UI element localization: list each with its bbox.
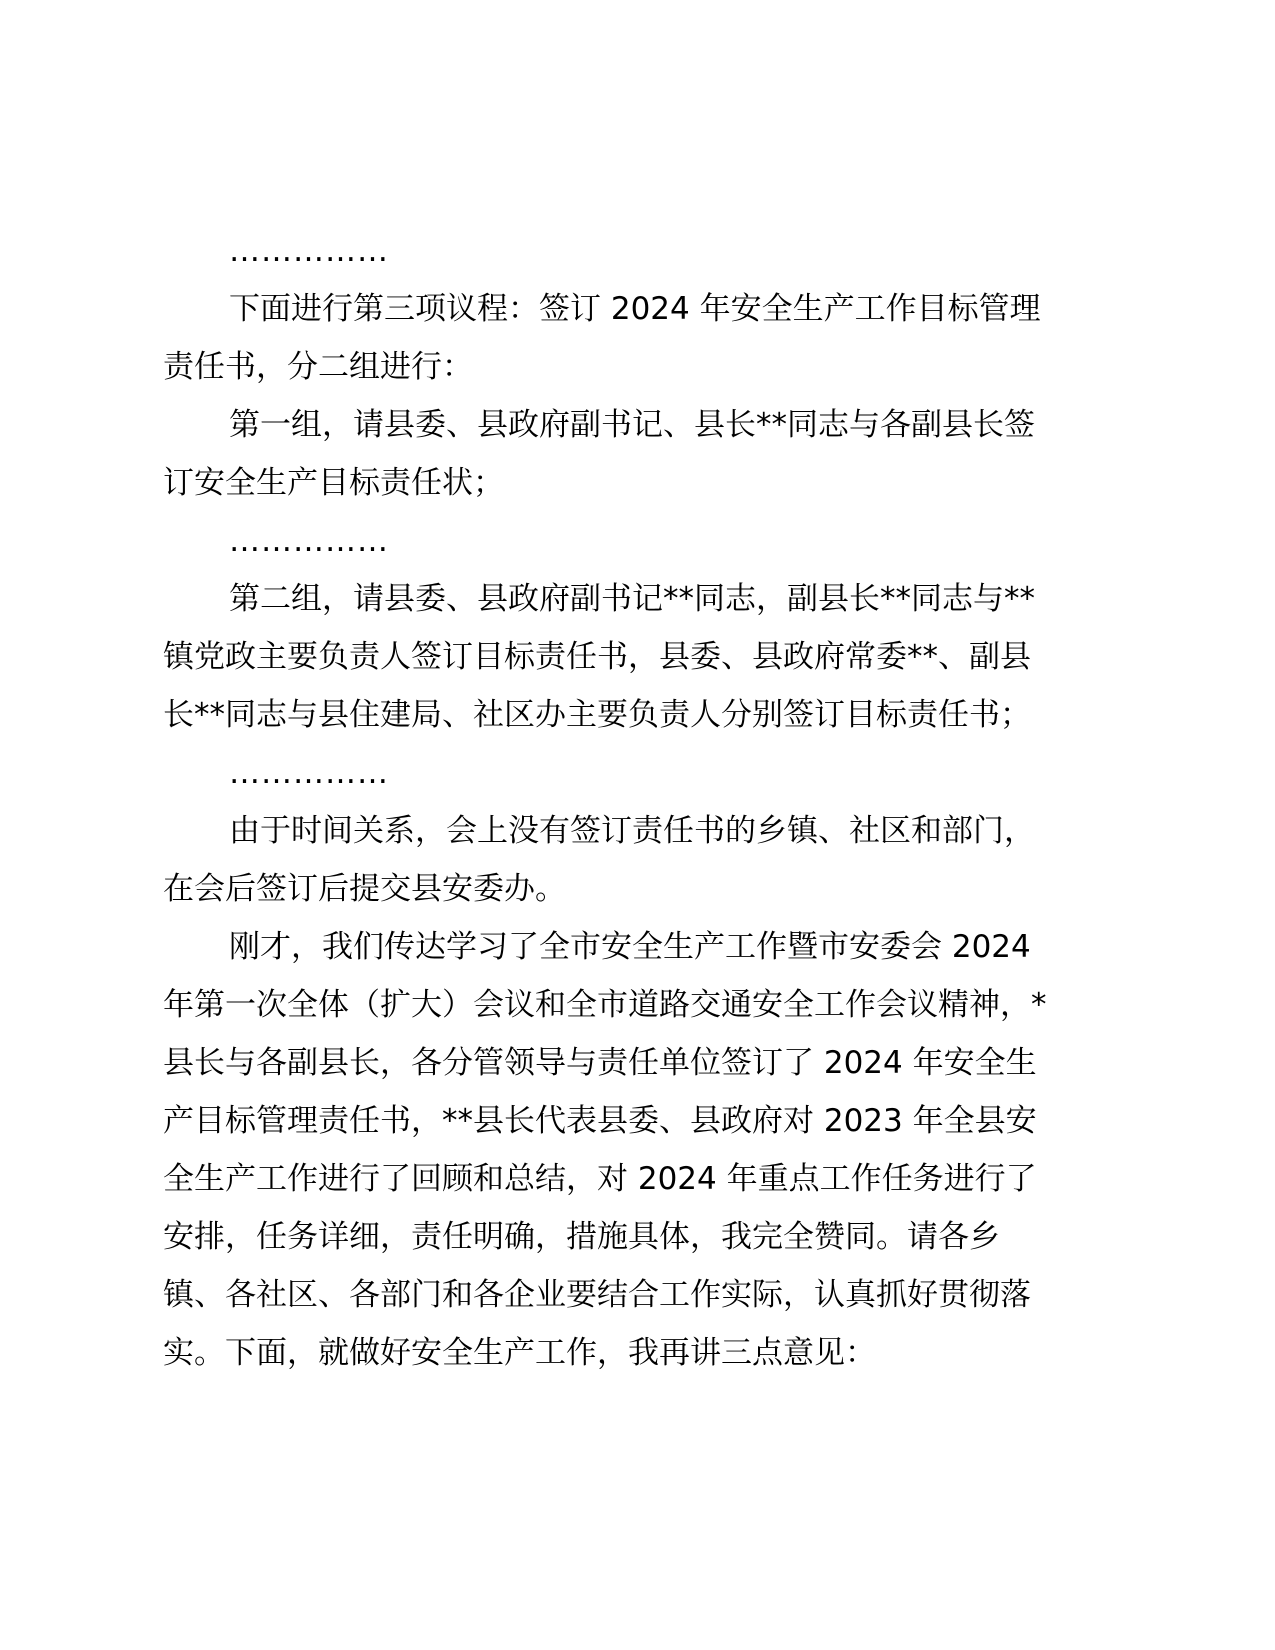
paragraph-line: 订安全生产目标责任状； bbox=[163, 465, 504, 501]
paragraph-line: 全生产工作进行了回顾和总结，对 2024 年重点工作任务进行了 bbox=[163, 1161, 1037, 1197]
paragraph-line: 长**同志与县住建局、社区办主要负责人分别签订目标责任书； bbox=[163, 697, 1031, 733]
paragraph-line: 年第一次全体（扩大）会议和全市道路交通安全工作会议精神，* bbox=[163, 987, 1047, 1023]
ellipsis-line: …………… bbox=[229, 233, 389, 269]
paragraph-line: 安排，任务详细，责任明确，措施具体，我完全赞同。请各乡 bbox=[163, 1219, 1000, 1255]
paragraph-line: 在会后签订后提交县安委办。 bbox=[163, 871, 566, 907]
paragraph-line: 县长与各副县长，各分管领导与责任单位签订了 2024 年安全生 bbox=[163, 1045, 1037, 1081]
paragraph-line: 下面进行第三项议程：签订 2024 年安全生产工作目标管理 bbox=[229, 291, 1041, 327]
document-body bbox=[163, 222, 1093, 1382]
ellipsis-line: …………… bbox=[229, 523, 389, 559]
ellipsis-line: …………… bbox=[229, 755, 389, 791]
paragraph-line: 实。下面，就做好安全生产工作，我再讲三点意见： bbox=[163, 1335, 876, 1371]
paragraph-line: 镇党政主要负责人签订目标责任书，县委、县政府常委**、副县 bbox=[163, 639, 1031, 675]
paragraph-line: 刚才，我们传达学习了全市安全生产工作暨市安委会 2024 bbox=[229, 929, 1031, 965]
paragraph-line: 第一组，请县委、县政府副书记、县长**同志与各副县长签 bbox=[229, 407, 1035, 443]
paragraph-line: 镇、各社区、各部门和各企业要结合工作实际，认真抓好贯彻落 bbox=[163, 1277, 1031, 1313]
paragraph-line: 由于时间关系，会上没有签订责任书的乡镇、社区和部门， bbox=[229, 813, 1035, 849]
paragraph-line: 第二组，请县委、县政府副书记**同志，副县长**同志与** bbox=[229, 581, 1035, 617]
paragraph-line: 产目标管理责任书，**县长代表县委、县政府对 2023 年全县安 bbox=[163, 1103, 1037, 1139]
paragraph-line: 责任书，分二组进行： bbox=[163, 349, 473, 385]
